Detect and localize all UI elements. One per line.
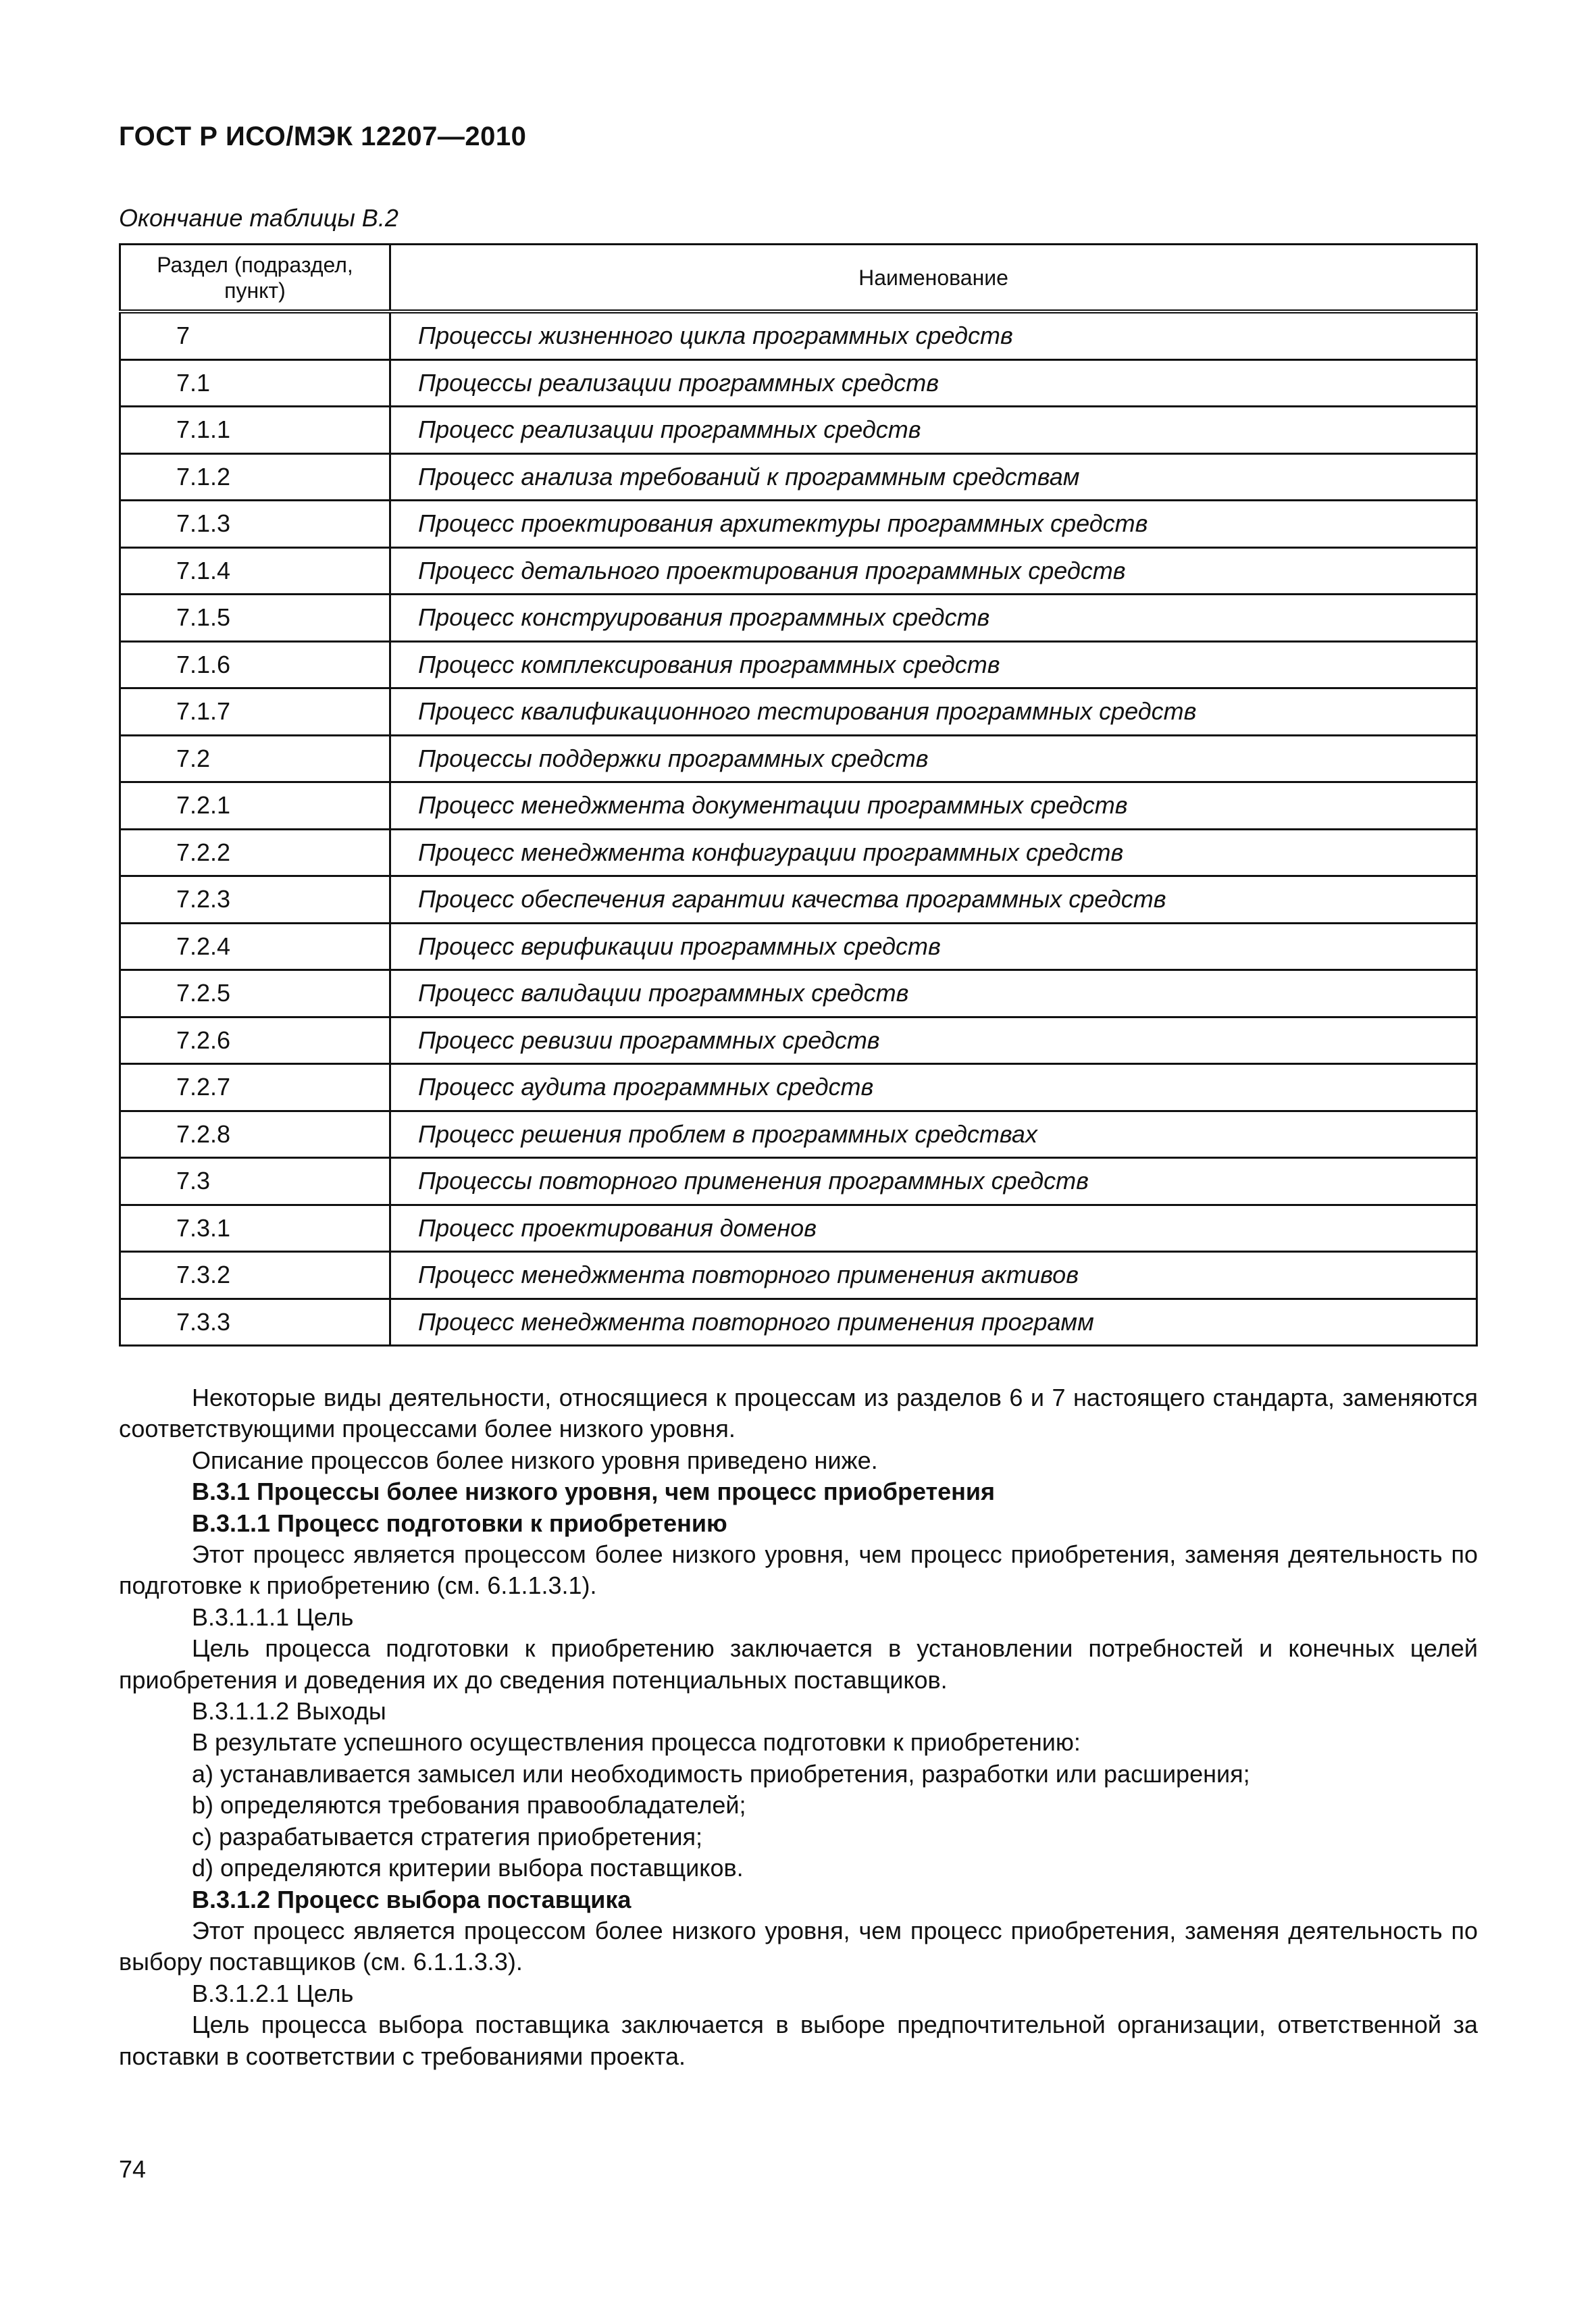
- section-number: 7.2: [120, 735, 390, 782]
- table-row: [120, 1158, 1477, 1205]
- section-name: Процессы поддержки программных средств: [390, 735, 1477, 782]
- section-name: Процесс комплексирования программных средств: [390, 641, 1477, 688]
- table-row: [120, 453, 1477, 501]
- column-header-name: Наименование: [390, 245, 1477, 312]
- section-name: Процесс ревизии программных средств: [390, 1017, 1477, 1064]
- section-name: Процесс конструирования программных средств: [390, 595, 1477, 642]
- document-header: ГОСТ Р ИСО/МЭК 12207—2010: [119, 122, 527, 151]
- section-number: 7.1.7: [120, 688, 390, 736]
- section-name: Процесс детального проектирования программных средств: [390, 547, 1477, 595]
- table-row: [120, 501, 1477, 548]
- section-number: 7.3.3: [120, 1299, 390, 1346]
- paragraph: c) разрабатывается стратегия приобретения;: [192, 1822, 702, 1851]
- paragraph: Этот процесс является процессом более низкого уровня, чем процесс приобретения, заменяя деятельность по выбору поставщиков (см. 6.1.1.3.3).: [119, 1916, 1478, 1976]
- section-name: Процесс реализации программных средств: [390, 407, 1477, 454]
- section-heading: В.3.1.2 Процесс выбора поставщика: [192, 1885, 632, 1913]
- section-number: 7.2.7: [120, 1064, 390, 1111]
- section-number: 7.2.2: [120, 829, 390, 876]
- table-caption: Окончание таблицы В.2: [119, 204, 398, 232]
- section-name: Процесс аудита программных средств: [390, 1064, 1477, 1111]
- section-name: Процесс менеджмента документации программных средств: [390, 782, 1477, 830]
- section-name: Процессы жизненного цикла программных средств: [390, 311, 1477, 359]
- table-row: [120, 311, 1477, 359]
- paragraph: d) определяются критерии выбора поставщиков.: [192, 1854, 744, 1882]
- column-header-section: Раздел (подраздел, пункт): [120, 245, 390, 312]
- paragraph: b) определяются требования правообладателей;: [192, 1791, 746, 1819]
- section-name: Процесс решения проблем в программных средствах: [390, 1111, 1477, 1158]
- table-row: [120, 735, 1477, 782]
- table-row: [120, 359, 1477, 407]
- table-row: [120, 547, 1477, 595]
- table-row: [120, 1017, 1477, 1064]
- table-row: [120, 1064, 1477, 1111]
- section-number: 7.2.3: [120, 876, 390, 924]
- section-name: Процесс менеджмента конфигурации программных средств: [390, 829, 1477, 876]
- section-number: 7.1.6: [120, 641, 390, 688]
- section-number: 7.1.1: [120, 407, 390, 454]
- paragraph: Этот процесс является процессом более низкого уровня, чем процесс приобретения, заменяя деятельность по подготовке к приобретению (см. 6.1.1.3.1).: [119, 1540, 1478, 1600]
- section-number: 7.3: [120, 1158, 390, 1205]
- section-name: Процесс проектирования архитектуры программных средств: [390, 501, 1477, 548]
- section-number: 7.1.4: [120, 547, 390, 595]
- section-table: [119, 243, 1478, 1347]
- paragraph: В.3.1.1.1 Цель: [192, 1603, 354, 1631]
- table-row: [120, 970, 1477, 1017]
- section-number: 7.2.4: [120, 923, 390, 970]
- section-number: 7.2.6: [120, 1017, 390, 1064]
- section-name: Процессы повторного применения программных средств: [390, 1158, 1477, 1205]
- table-row: [120, 1299, 1477, 1346]
- section-name: Процесс менеджмента повторного применения активов: [390, 1252, 1477, 1299]
- table-row: [120, 876, 1477, 924]
- section-number: 7.2.5: [120, 970, 390, 1017]
- table-row: [120, 595, 1477, 642]
- section-name: Процесс менеджмента повторного применения программ: [390, 1299, 1477, 1346]
- table-row: [120, 782, 1477, 830]
- section-name: Процесс верификации программных средств: [390, 923, 1477, 970]
- section-number: 7.1.5: [120, 595, 390, 642]
- section-name: Процесс квалификационного тестирования программных средств: [390, 688, 1477, 736]
- paragraph: Цель процесса подготовки к приобретению заключается в установлении потребностей и конечных целей приобретения и доведения их до сведения потенциальных поставщиков.: [119, 1634, 1478, 1694]
- table-row: [120, 829, 1477, 876]
- page-number: 74: [119, 2155, 147, 2183]
- body-text: [119, 1382, 1478, 2072]
- table-header-row: [120, 245, 1477, 312]
- paragraph: a) устанавливается замысел или необходимость приобретения, разработки или расширения;: [192, 1759, 1250, 1788]
- table-row: [120, 923, 1477, 970]
- table-row: [120, 1111, 1477, 1158]
- table-row: [120, 1252, 1477, 1299]
- section-number: 7.3.1: [120, 1205, 390, 1252]
- section-name: Процесс проектирования доменов: [390, 1205, 1477, 1252]
- table-row: [120, 1205, 1477, 1252]
- section-number: 7.2.1: [120, 782, 390, 830]
- paragraph: Цель процесса выбора поставщика заключается в выборе предпочтительной организации, ответственной за поставки в соответствии с требованиями проекта.: [119, 2011, 1478, 2070]
- paragraph: В.3.1.2.1 Цель: [192, 1979, 354, 2007]
- section-number: 7.1.2: [120, 453, 390, 501]
- paragraph: Описание процессов более низкого уровня приведено ниже.: [192, 1446, 878, 1474]
- paragraph: Некоторые виды деятельности, относящиеся к процессам из разделов 6 и 7 настоящего стандарта, заменяются соответствующими процессами более низкого уровня.: [119, 1384, 1478, 1443]
- section-name: Процесс обеспечения гарантии качества программных средств: [390, 876, 1477, 924]
- section-number: 7.2.8: [120, 1111, 390, 1158]
- section-heading: В.3.1 Процессы более низкого уровня, чем процесс приобретения: [192, 1478, 996, 1506]
- section-number: 7.1.3: [120, 501, 390, 548]
- table-body: [120, 311, 1477, 1346]
- section-name: Процесс анализа требований к программным средствам: [390, 453, 1477, 501]
- paragraph: В.3.1.1.2 Выходы: [192, 1697, 386, 1726]
- section-number: 7.1: [120, 359, 390, 407]
- section-name: Процесс валидации программных средств: [390, 970, 1477, 1017]
- table-row: [120, 407, 1477, 454]
- section-heading: В.3.1.1 Процесс подготовки к приобретению: [192, 1509, 727, 1537]
- paragraph: В результате успешного осуществления процесса подготовки к приобретению:: [192, 1728, 1081, 1757]
- section-number: 7: [120, 311, 390, 359]
- table-row: [120, 641, 1477, 688]
- section-number: 7.3.2: [120, 1252, 390, 1299]
- section-name: Процессы реализации программных средств: [390, 359, 1477, 407]
- table-row: [120, 688, 1477, 736]
